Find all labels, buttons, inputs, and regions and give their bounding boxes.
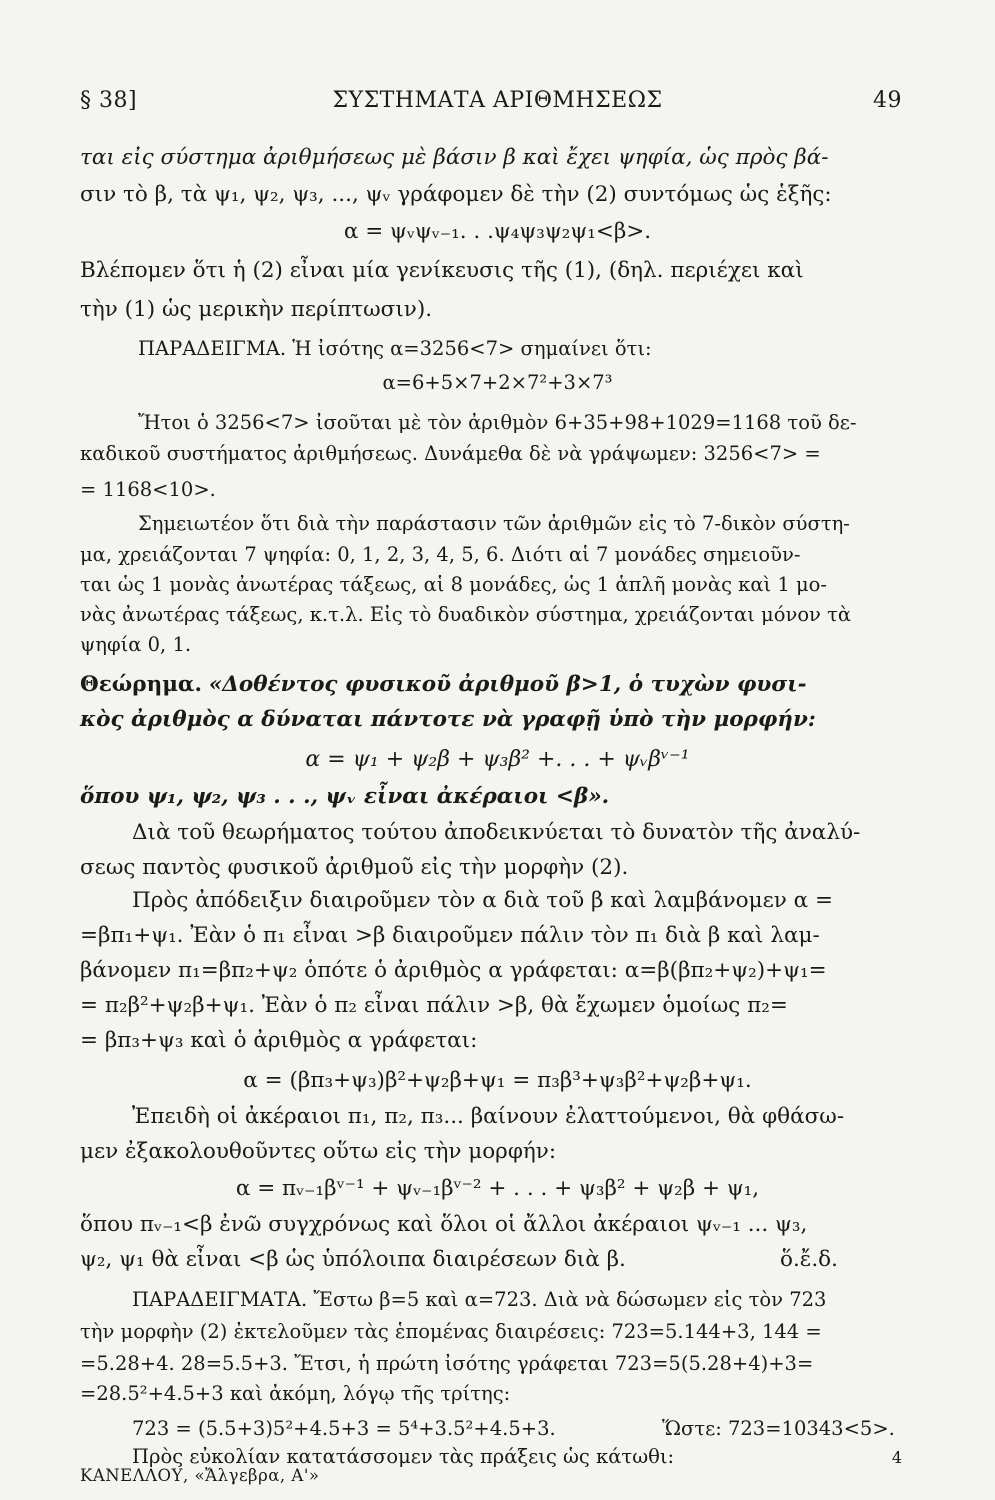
- theorem-statement-line: κὸς ἀριθμὸς α δύναται πάντοτε νὰ γραφῇ ὑπὸ τὴν μορφήν:: [80, 707, 816, 732]
- example-heading-line: ΠΑΡΑΔΕΙΓΜΑΤΑ. Ἔστω β=5 καὶ α=723. Διὰ νὰ δώσωμεν εἰς τὸν 723: [132, 1288, 827, 1311]
- text-line: = π₂β²+ψ₂β+ψ₁. Ἐὰν ὁ π₂ εἶναι πάλιν >β, θὰ ἔχωμεν ὁμοίως π₂=: [80, 993, 788, 1018]
- text-line: βάνομεν π₁=βπ₂+ψ₂ ὁπότε ὁ ἀριθμὸς α γράφεται: α=β(βπ₂+ψ₂)+ψ₁=: [80, 958, 827, 983]
- text-line: νὰς ἀνωτέρας τάξεως, κ.τ.λ. Εἰς τὸ δυαδικὸν σύστημα, χρειάζονται μόνον τὰ: [80, 603, 852, 626]
- text-line: μεν ἐξακολουθοῦντες οὕτω εἰς τὴν μορφήν:: [80, 1139, 557, 1164]
- result-span: Ὥστε: 723=10343<5>.: [662, 1417, 895, 1440]
- formula-line: α = πᵥ₋₁βᵛ⁻¹ + ψᵥ₋₁βᵛ⁻² + . . . + ψ₃β² + ψ₂β + ψ₁,: [235, 1176, 760, 1201]
- formula-line: α = (βπ₃+ψ₃)β²+ψ₂β+ψ₁ = π₃β³+ψ₃β²+ψ₂β+ψ₁.: [243, 1068, 752, 1093]
- text-line: = 1168<10>.: [80, 478, 216, 501]
- qed-mark: ὅ.ἔ.δ.: [780, 1247, 838, 1272]
- text-line: Ἐπειδὴ οἱ ἀκέραιοι π₁, π₂, π₃... βαίνουν ἐλαττούμενοι, θὰ φθάσω-: [132, 1104, 845, 1129]
- text-line: ψηφία 0, 1.: [80, 633, 192, 656]
- page-number: 49: [873, 88, 902, 113]
- text-line: τὴν (1) ὡς μερικὴν περίπτωσιν).: [80, 297, 433, 322]
- text-line: = βπ₃+ψ₃ καὶ ὁ ἀριθμὸς α γράφεται:: [80, 1028, 478, 1053]
- sheet-number: 4: [891, 1448, 902, 1467]
- text-line: σεως παντὸς φυσικοῦ ἀριθμοῦ εἰς τὴν μορφὴν (2).: [80, 855, 629, 880]
- formula-span: 723 = (5.5+3)5²+4.5+3 = 5⁴+3.5²+4.5+3.: [132, 1417, 556, 1440]
- text-line: =28.5²+4.5+3 καὶ ἀκόμη, λόγῳ τῆς τρίτης:: [80, 1382, 511, 1405]
- theorem-statement: «Δοθέντος φυσικοῦ ἀριθμοῦ β>1, ὁ τυχὼν φυσι-: [208, 672, 807, 697]
- text-line: Πρὸς εὐκολίαν κατατάσσομεν τὰς πράξεις ὡς κάτωθι:: [132, 1445, 675, 1468]
- text-line: ται ὡς 1 μονὰς ἀνωτέρας τάξεως, αἱ 8 μονάδες, ὡς 1 ἁπλῆ μονὰς καὶ 1 μο-: [80, 573, 827, 596]
- section-marker: § 38]: [80, 88, 138, 113]
- text-line: Βλέπομεν ὅτι ἡ (2) εἶναι μία γενίκευσις τῆς (1), (δηλ. περιέχει καὶ: [80, 258, 804, 283]
- theorem-statement-line: ὅπου ψ₁, ψ₂, ψ₃ . . ., ψᵥ εἶναι ἀκέραιοι <β».: [80, 784, 610, 809]
- text-line: =βπ₁+ψ₁. Ἐὰν ὁ π₁ εἶναι >β διαιροῦμεν πάλιν τὸν π₁ διὰ β καὶ λαμ-: [80, 923, 820, 948]
- theorem-label: Θεώρημα.: [80, 672, 202, 697]
- text-line: τὴν μορφὴν (2) ἐκτελοῦμεν τὰς ἑπομένας διαιρέσεις: 723=5.144+3, 144 =: [80, 1320, 822, 1343]
- text-span: ψ₂, ψ₁ θὰ εἶναι <β ὡς ὑπόλοιπα διαιρέσεων διὰ β.: [80, 1247, 626, 1272]
- text-line: Διὰ τοῦ θεωρήματος τούτου ἀποδεικνύεται τὸ δυνατὸν τῆς ἀναλύ-: [132, 820, 861, 845]
- text-line: Ἤτοι ὁ 3256<7> ἰσοῦται μὲ τὸν ἀριθμὸν 6+35+98+1029=1168 τοῦ δε-: [138, 411, 857, 434]
- text-line: ται εἰς σύστημα ἀριθμήσεως μὲ βάσιν β καὶ ἔχει ψηφία, ὡς πρὸς βά-: [80, 145, 829, 170]
- text-line: [80, 1245, 915, 1275]
- formula-line: [132, 1414, 967, 1444]
- text-line: μα, χρειάζονται 7 ψηφία: 0, 1, 2, 3, 4, 5, 6. Διότι αἱ 7 μονάδες σημειοῦν-: [80, 543, 801, 566]
- theorem-line: [80, 670, 915, 700]
- text-line: Σημειωτέον ὅτι διὰ τὴν παράστασιν τῶν ἀριθμῶν εἰς τὸ 7-δικὸν σύστη-: [138, 512, 850, 535]
- running-title: ΣΥΣΤΗΜΑΤΑ ΑΡΙΘΜΗΣΕΩΣ: [332, 88, 663, 113]
- text-line: καδικοῦ συστήματος ἀριθμήσεως. Δυνάμεθα δὲ νὰ γράψωμεν: 3256<7> =: [80, 442, 821, 465]
- formula-line: α = ψ₁ + ψ₂β + ψ₃β² +. . . + ψᵥβᵛ⁻¹: [305, 747, 690, 772]
- text-line: Πρὸς ἀπόδειξιν διαιροῦμεν τὸν α διὰ τοῦ β καὶ λαμβάνομεν α =: [132, 888, 833, 913]
- footer-signature: ΚΑΝΕΛΛΟΥ, «Ἄλγεβρα, Α'»: [80, 1466, 320, 1485]
- example-heading-line: ΠΑΡΑΔΕΙΓΜΑ. Ἡ ἰσότης α=3256<7> σημαίνει ὅτι:: [138, 337, 652, 360]
- text-line: ὅπου πᵥ₋₁<β ἐνῶ συγχρόνως καὶ ὅλοι οἱ ἄλλοι ἀκέραιοι ψᵥ₋₁ ... ψ₃,: [80, 1212, 808, 1237]
- formula-line: α = ψᵥψᵥ₋₁. . .ψ₄ψ₃ψ₂ψ₁<β>.: [343, 219, 652, 244]
- text-line: =5.28+4. 28=5.5+3. Ἔτσι, ἡ πρώτη ἰσότης γράφεται 723=5(5.28+4)+3=: [80, 1352, 814, 1375]
- formula-line: α=6+5×7+2×7²+3×7³: [382, 371, 613, 394]
- text-line: σιν τὸ β, τὰ ψ₁, ψ₂, ψ₃, ..., ψᵥ γράφομεν δὲ τὴν (2) συντόμως ὡς ἑξῆς:: [80, 182, 832, 207]
